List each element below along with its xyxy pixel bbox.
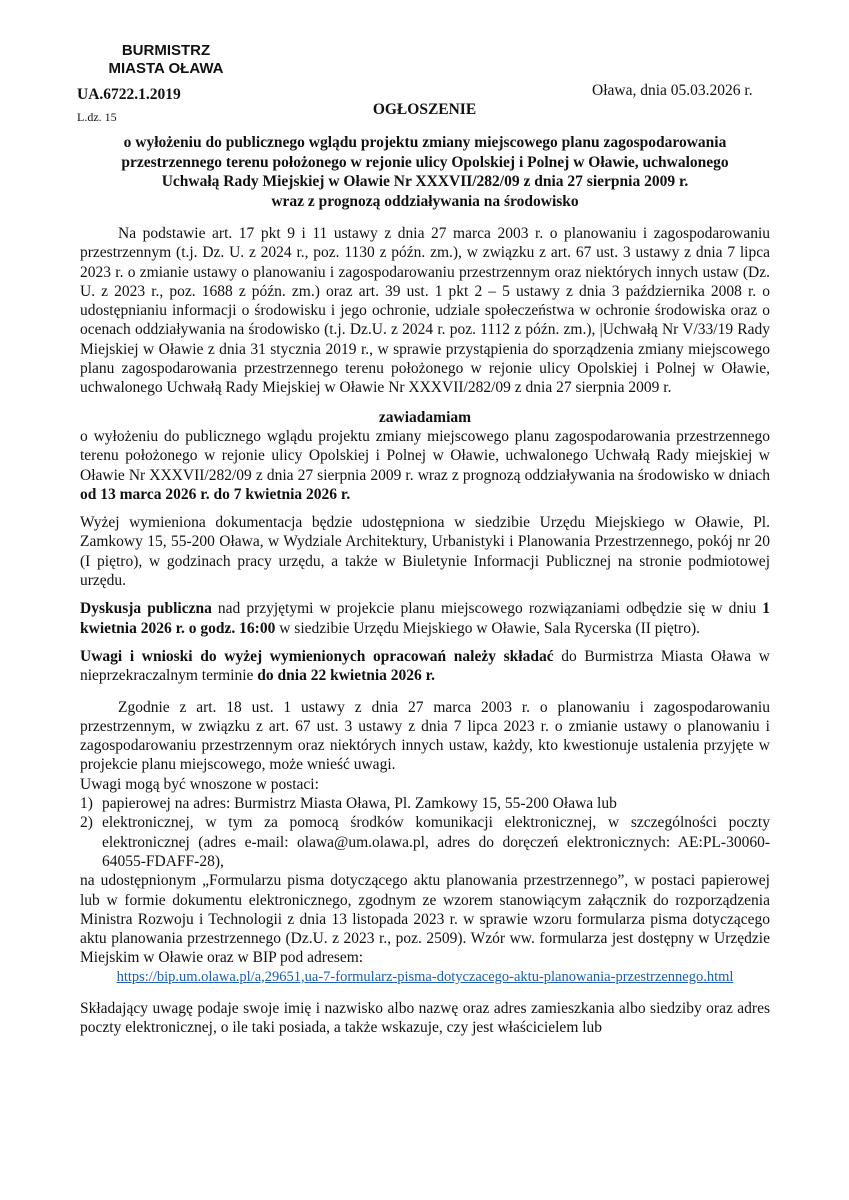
discussion-label: Dyskusja publiczna bbox=[80, 600, 212, 618]
authority-line-1: BURMISTRZ bbox=[121, 42, 211, 59]
legal-basis-paragraph: Na podstawie art. 17 pkt 9 i 11 ustawy z dnia 27 marca 2003 r. o planowaniu i zagospodarowaniu przestrzennym (t.j. Dz. U. z 2024 r., poz. 1130 z późn. zm.), w związku z art. 67 ust. 3 ustawy z dnia 7 lipca 2023 r. o zmianie ustawy o planowaniu i zagospodarowaniu przestrzennym oraz niektórych innych ustaw (Dz. U. z 2023 r., poz. 1688 z późn. zm.) oraz art. 39 ust. 1 pkt 2 – 5 ustawy z dnia 3 października 2008 r. o udostępnianiu informacji o środowisku i jego ochronie, udziale społeczeństwa w ochronie środowiska oraz o ocenach oddziaływania na środowisko (t.j. Dz.U. z 2024 r. poz. 1112 z późn. zm.), |Uchwałą Nr V/33/19 Rady Miejskiej w Oławie z dnia 31 stycznia 2019 r., w sprawie przystąpienia do sporządzenia zmiany miejscowego planu zagospodarowania przestrzennego terenu położonego w rejonie ulicy Opolskiej i Polnej w Oławie, uchwalonego Uchwałą Rady Miejskiej w Oławie Nr XXXVII/282/09 z dnia 27 sierpnia 2009 r. bbox=[80, 225, 770, 397]
notice-text: o wyłożeniu do publicznego wglądu projektu zmiany miejscowego planu zagospodarowania przestrzennego terenu położonego w rejonie ulicy Opolskiej i Polnej w Oławie, uchwalonego Uchwałą Rady miejskiej w Oławie Nr XXXVII/282/09 z dnia 27 sierpnia 2009 r. wraz z prognozą oddziaływania na środowisko w dniach bbox=[80, 427, 770, 484]
subject-line: o wyłożeniu do publicznego wglądu projektu zmiany miejscowego planu zagospodarowania bbox=[123, 134, 727, 151]
case-reference: UA.6722.1.2019 bbox=[77, 86, 181, 103]
according-paragraph: Zgodnie z art. 18 ust. 1 ustawy z dnia 27 marca 2003 r. o planowaniu i zagospodarowaniu przestrzennym, w związku z art. 67 ust. 3 ustawy z dnia 7 lipca 2023 r. o zmianie ustawy o planowaniu i zagospodarowaniu przestrzennym oraz niektórych innych ustaw, każdy, kto kwestionuje ustalenia przyjęte w projekcie planu miejscowego, może wnieść uwagi. bbox=[80, 698, 770, 774]
form-info-paragraph: na udostępnionym „Formularzu pisma dotyczącego aktu planowania przestrzennego”, w postaci papierowej lub w formie dokumentu elektronicznego, zgodnym ze wzorem stanowiącym załącznik do rozporządzenia Ministra Rozwoju i Technologii z dnia 13 listopada 2023 r. w sprawie wzoru formularza pisma dotyczącego aktu planowania przestrzennego (Dz.U. z 2023 r., poz. 2509). Wzór ww. formularza jest dostępny w Urzędzie Miejskim w Oławie oraz w BIP pod adresem: bbox=[80, 872, 770, 967]
list-number: 2) bbox=[80, 814, 93, 832]
issuing-authority bbox=[96, 42, 236, 78]
discussion-text: nad przyjętymi w projekcie planu miejscowego rozwiązaniami odbędzie się w dniu bbox=[211, 600, 763, 618]
list-item-text: elektronicznej, w tym za pomocą środków komunikacji elektronicznej, w szczególności poczty elektronicznej (adres e-mail: olawa@um.olawa.pl, adres do doręczeń elektronicznych: AE:PL-30060-64055-FDAFF-28), bbox=[102, 814, 770, 870]
discussion-datetime: 1 kwietnia 2026 r. o godz. 16:00 bbox=[80, 600, 771, 637]
registry-number: L.dz. 15 bbox=[77, 110, 117, 124]
notice-period: od 13 marca 2026 r. do 7 kwietnia 2026 r. bbox=[80, 485, 351, 503]
discussion-paragraph bbox=[80, 599, 770, 638]
notice-heading: zawiadamiam bbox=[378, 408, 472, 426]
list-number: 1) bbox=[80, 795, 93, 813]
submission-forms-list bbox=[80, 794, 770, 871]
list-item-text: papierowej na adres: Burmistrz Miasta Oława, Pl. Zamkowy 15, 55-200 Oława lub bbox=[102, 795, 617, 813]
main-body bbox=[80, 224, 770, 1038]
availability-paragraph: Wyżej wymieniona dokumentacja będzie udostępniona w siedzibie Urzędu Miejskiego w Oławie, Pl. Zamkowy 15, 55-200 Oława, w Wydziale Architektury, Urbanistyki i Planowania Przestrzennego, pokój nr 20 (I piętro), w godzinach pracy urzędu, a także w Biuletynie Informacji Publicznej na stronie podmiotowej urzędu. bbox=[80, 514, 770, 590]
notice-paragraph bbox=[80, 427, 770, 504]
document-title: OGŁOSZENIE bbox=[372, 101, 477, 118]
list-item bbox=[80, 794, 770, 813]
subject-line: przestrzennego terenu położonego w rejonie ulicy Opolskiej i Polnej w Oławie, uchwalonego bbox=[121, 153, 729, 171]
authority-line-2: MIASTA OŁAWA bbox=[108, 60, 224, 77]
remarks-deadline: do dnia 22 kwietnia 2026 r. bbox=[257, 667, 436, 685]
place-and-date: Oława, dnia 05.03.2026 r. bbox=[592, 82, 753, 99]
list-item bbox=[80, 813, 770, 871]
submitter-paragraph: Składający uwagę podaje swoje imię i nazwisko albo nazwę oraz adres zamieszkania albo siedziby oraz adres poczty elektronicznej, o ile taki posiada, a także wskazuje, czy jest właścicielem lub bbox=[80, 999, 770, 1037]
remarks-label: Uwagi i wnioski do wyżej wymienionych opracowań należy składać bbox=[80, 647, 554, 665]
subject-line: wraz z prognozą oddziaływania na środowisko bbox=[271, 192, 579, 210]
form-download-link[interactable]: https://bip.um.olawa.pl/a,29651,ua-7-formularz-pisma-dotyczacego-aktu-planowania-przestrzennego.html bbox=[116, 968, 734, 985]
notice-subject bbox=[80, 133, 770, 211]
subject-line: Uchwałą Rady Miejskiej w Oławie Nr XXXVII/282/09 z dnia 27 sierpnia 2009 r. bbox=[161, 173, 689, 190]
remarks-deadline-paragraph bbox=[80, 647, 770, 686]
discussion-location: w siedzibie Urzędu Miejskiego w Oławie, Sala Rycerska (II piętro). bbox=[275, 619, 700, 637]
remarks-text: do Burmistrza Miasta Oława w nieprzekraczalnym terminie bbox=[80, 647, 770, 685]
forms-intro: Uwagi mogą być wnoszone w postaci: bbox=[80, 775, 319, 793]
